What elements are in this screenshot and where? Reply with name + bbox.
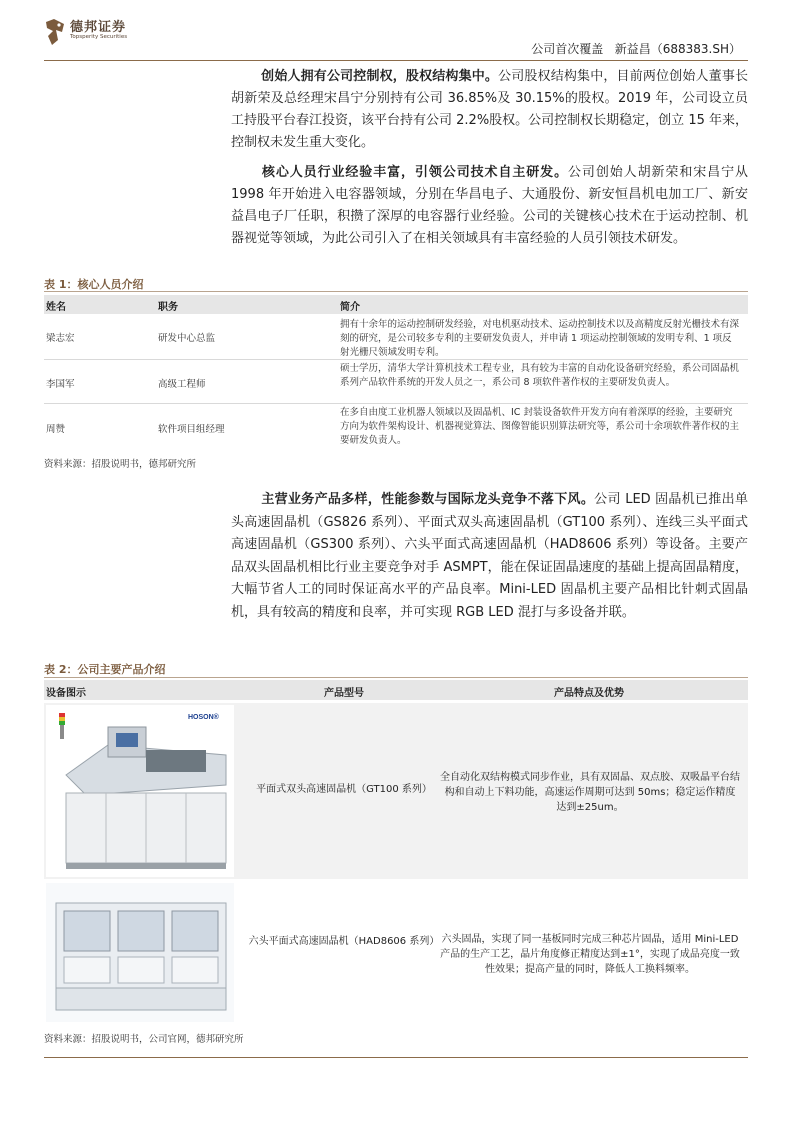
- paragraph-body: 公司股权结构集中，目前两位创始人董事长胡新荣及总经理宋昌宁分别持有公司 36.85%及 30.15%的股权。2019 年，公司设立员工持股平台春江投资，该平台持有公司 2.2%股权。公司控制权长期稳定，创立 15 年来，控制权未发生重大变化。: [231, 69, 748, 150]
- brand-logo-icon: [44, 18, 66, 46]
- person-intro: 在多自由度工业机器人领域以及固晶机、IC 封装设备软件开发方向有着深厚的经验，主要研究方向为软件架构设计、机器视觉算法、图像智能识别算法研究等，系公司十余项软件著作权的主要研发负责人。: [340, 407, 740, 446]
- person-intro: 拥有十余年的运动控制研发经验，对电机驱动技术、运动控制技术以及高精度反射光栅技术有深刻的研究，是公司较多专利的主要研发负责人，并申请 1 项运动控制领域的发明专利、1 项反射光栅尺领域发明专利。: [340, 319, 740, 358]
- header-divider: [44, 60, 748, 61]
- table2-caption: 表 2：公司主要产品介绍: [44, 663, 166, 676]
- report-info: 公司首次覆盖 新益昌（688383.SH）: [531, 42, 741, 56]
- person-intro: 硕士学历，清华大学计算机技术工程专业，具有较为丰富的自动化设备研究经验，系公司固晶机系列产品软件系统的开发人员之一，系公司 8 项软件著作权的主要研发负责人。: [340, 363, 740, 388]
- footer-divider: [44, 1057, 748, 1058]
- product-features: 六头固晶，实现了同一基板同时完成三种芯片固晶，适用 Mini-LED 产品的生产工艺，晶片角度修正精度达到±1°，实现了成品亮度一致性效果；提高产量的同时，降低人工换料频率。: [440, 934, 740, 975]
- product-model: 六头平面式高速固晶机（HAD8606 系列）: [248, 936, 440, 947]
- table1-header-title: 职务: [158, 302, 178, 313]
- paragraph-lead: 主营业务产品多样，性能参数与国际龙头竞争不落下风。: [261, 492, 595, 507]
- paragraph-body: 公司创始人胡新荣和宋昌宁从 1998 年开始进入电容器领域，分别在华昌电子、大通股份、新安恒昌机电加工厂、新安益昌电子厂任职，积攒了深厚的电容器行业经验。公司的关键核心技术在于运动控制、机器视觉等领域，为此公司引入了在相关领域具有丰富经验的人员引领技术研发。: [231, 165, 748, 246]
- table1-caption: 表 1：核心人员介绍: [44, 278, 144, 291]
- row-divider: [44, 359, 748, 360]
- person-title: 软件项目组经理: [158, 424, 225, 435]
- table2-header-model: 产品型号: [324, 688, 364, 699]
- paragraph-lead: 核心人员行业经验丰富，引领公司技术自主研发。: [261, 165, 569, 180]
- table-row: [44, 703, 748, 879]
- table1-header: [44, 295, 748, 314]
- table1-header-intro: 简介: [340, 302, 360, 313]
- table-row: [44, 406, 748, 450]
- person-name: 李国军: [46, 379, 75, 390]
- paragraph-lead: 创始人拥有公司控制权，股权结构集中。: [261, 69, 499, 84]
- product-features: 全自动化双结构模式同步作业，具有双固晶、双点胶、双吸晶平台结构和自动上下料功能，高速运作周期可达到 50ms；稳定运作精度达到±25um。: [440, 772, 740, 813]
- paragraph-products: [231, 489, 748, 624]
- paragraph-core-staff: [231, 162, 748, 250]
- paragraph-body: 公司 LED 固晶机已推出单头高速固晶机（GS826 系列）、平面式双头高速固晶机（GT100 系列）、连线三头平面式高速固晶机（GS300 系列）、六头平面式高速固晶机（HAD8606 系列）等设备。主要产品双头固晶机相比行业主要竞争对手 ASMPT，能在保证固晶速度的基础上提高固晶精度，大幅节省人工的同时保证高水平的产品良率。Mini-LED 固晶机主要产品相比针刺式固晶机，具有较高的精度和良率，并可实现 RGB LED 混打与多设备并联。: [231, 492, 748, 620]
- table-row: [44, 362, 748, 402]
- brand-name: 德邦证券: [70, 20, 127, 35]
- table-row: [44, 881, 748, 1024]
- table1-header-name: 姓名: [46, 302, 66, 313]
- product-model: 平面式双头高速固晶机（GT100 系列）: [256, 784, 432, 795]
- had8606-machine-image: [46, 883, 234, 1022]
- person-name: 周赞: [46, 424, 66, 435]
- table2-header-features: 产品特点及优势: [554, 688, 624, 699]
- table1-source: 资料来源：招股说明书，德邦研究所: [44, 459, 197, 470]
- table2-header-image: 设备图示: [46, 688, 86, 699]
- brand-name-en: Topsperity Securities: [70, 34, 128, 40]
- paragraph-control: [231, 66, 748, 154]
- machine-brand-text: HOSON®: [188, 714, 219, 721]
- person-name: 梁志宏: [46, 333, 75, 344]
- table1-caption-rule: [44, 291, 748, 292]
- gt100-machine-image: [46, 705, 234, 877]
- table2-caption-rule: [44, 677, 748, 678]
- table2-source: 资料来源：招股说明书，公司官网，德邦研究所: [44, 1034, 244, 1045]
- person-title: 研发中心总监: [158, 333, 216, 344]
- table-row: [44, 318, 748, 358]
- person-title: 高级工程师: [158, 379, 206, 390]
- row-divider: [44, 403, 748, 404]
- table2-header: [44, 680, 748, 700]
